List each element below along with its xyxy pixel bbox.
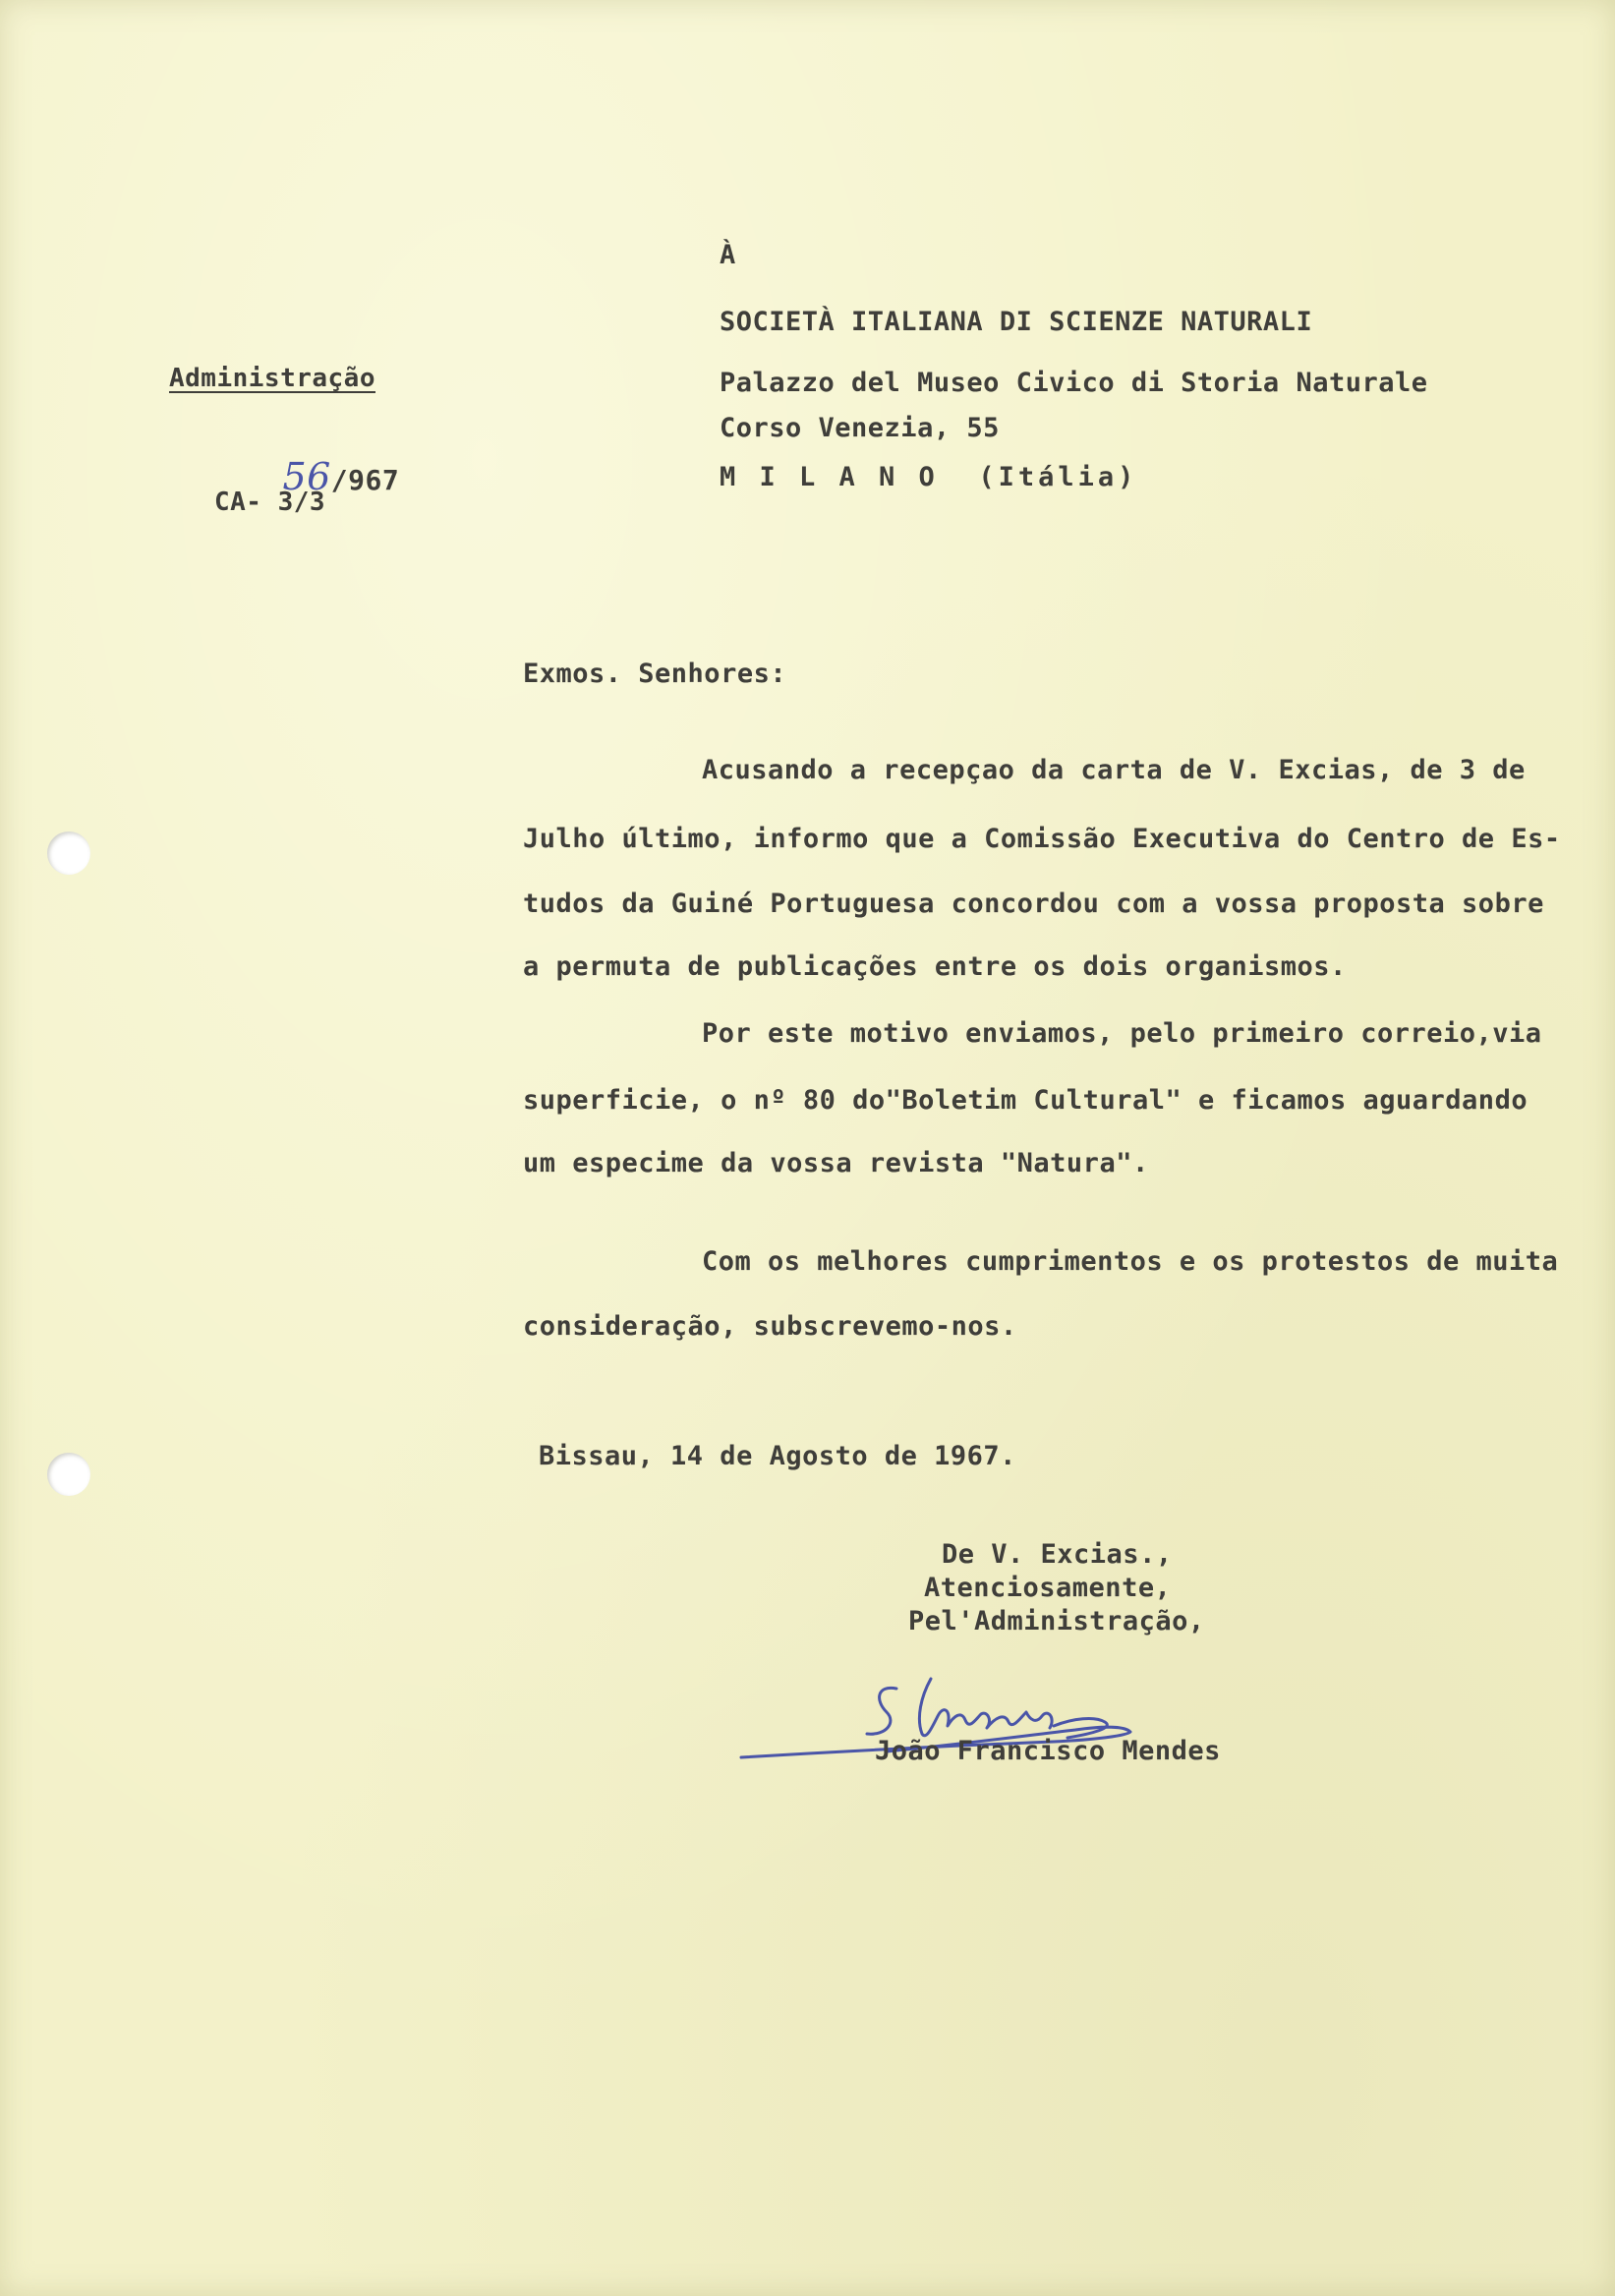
paragraph-1-line-4: a permuta de publicações entre os dois organismos.: [523, 951, 1347, 982]
closing-line-3: Pel'Administração,: [908, 1606, 1205, 1636]
recipient-line-1: SOCIETÀ ITALIANA DI SCIENZE NATURALI: [720, 307, 1313, 337]
admin-label: Administração: [169, 364, 375, 393]
punch-hole-bottom: [47, 1453, 90, 1496]
recipient-line-4: M I L A N O (Itália): [720, 462, 1138, 492]
punch-hole-top: [47, 832, 90, 875]
paragraph-1-line-3: tudos da Guiné Portuguesa concordou com a vossa proposta sobre: [523, 889, 1544, 919]
closing-line-1: De V. Excias.,: [942, 1539, 1173, 1570]
reference-code: CA- 3/3: [214, 488, 326, 517]
paragraph-2-line-3: um especime da vossa revista "Natura".: [523, 1148, 1149, 1178]
recipient-prefix: À: [720, 240, 736, 270]
greeting: Exmos. Senhores:: [523, 659, 787, 689]
recipient-line-2: Palazzo del Museo Civico di Storia Naturale: [720, 368, 1428, 398]
paragraph-2-line-1: Por este motivo enviamos, pelo primeiro correio,via: [702, 1018, 1542, 1049]
paragraph-3-line-2: consideração, subscrevemo-nos.: [523, 1311, 1017, 1342]
paragraph-1-line-2: Julho último, informo que a Comissão Executiva do Centro de Es-: [523, 824, 1561, 854]
reference-year: /967: [330, 464, 400, 496]
paragraph-2-line-2: superficie, o nº 80 do"Boletim Cultural" e ficamos aguardando: [523, 1085, 1528, 1116]
signatory-name: João Francisco Mendes: [875, 1736, 1221, 1766]
recipient-line-3: Corso Venezia, 55: [720, 413, 1000, 443]
paragraph-3-line-1: Com os melhores cumprimentos e os protestos de muita: [702, 1246, 1559, 1277]
reference-number-handwritten: 56: [282, 455, 331, 498]
date-line: Bissau, 14 de Agosto de 1967.: [539, 1441, 1016, 1471]
closing-line-2: Atenciosamente,: [924, 1573, 1172, 1603]
paragraph-1-line-1: Acusando a recepçao da carta de V. Excias, de 3 de: [702, 755, 1526, 785]
